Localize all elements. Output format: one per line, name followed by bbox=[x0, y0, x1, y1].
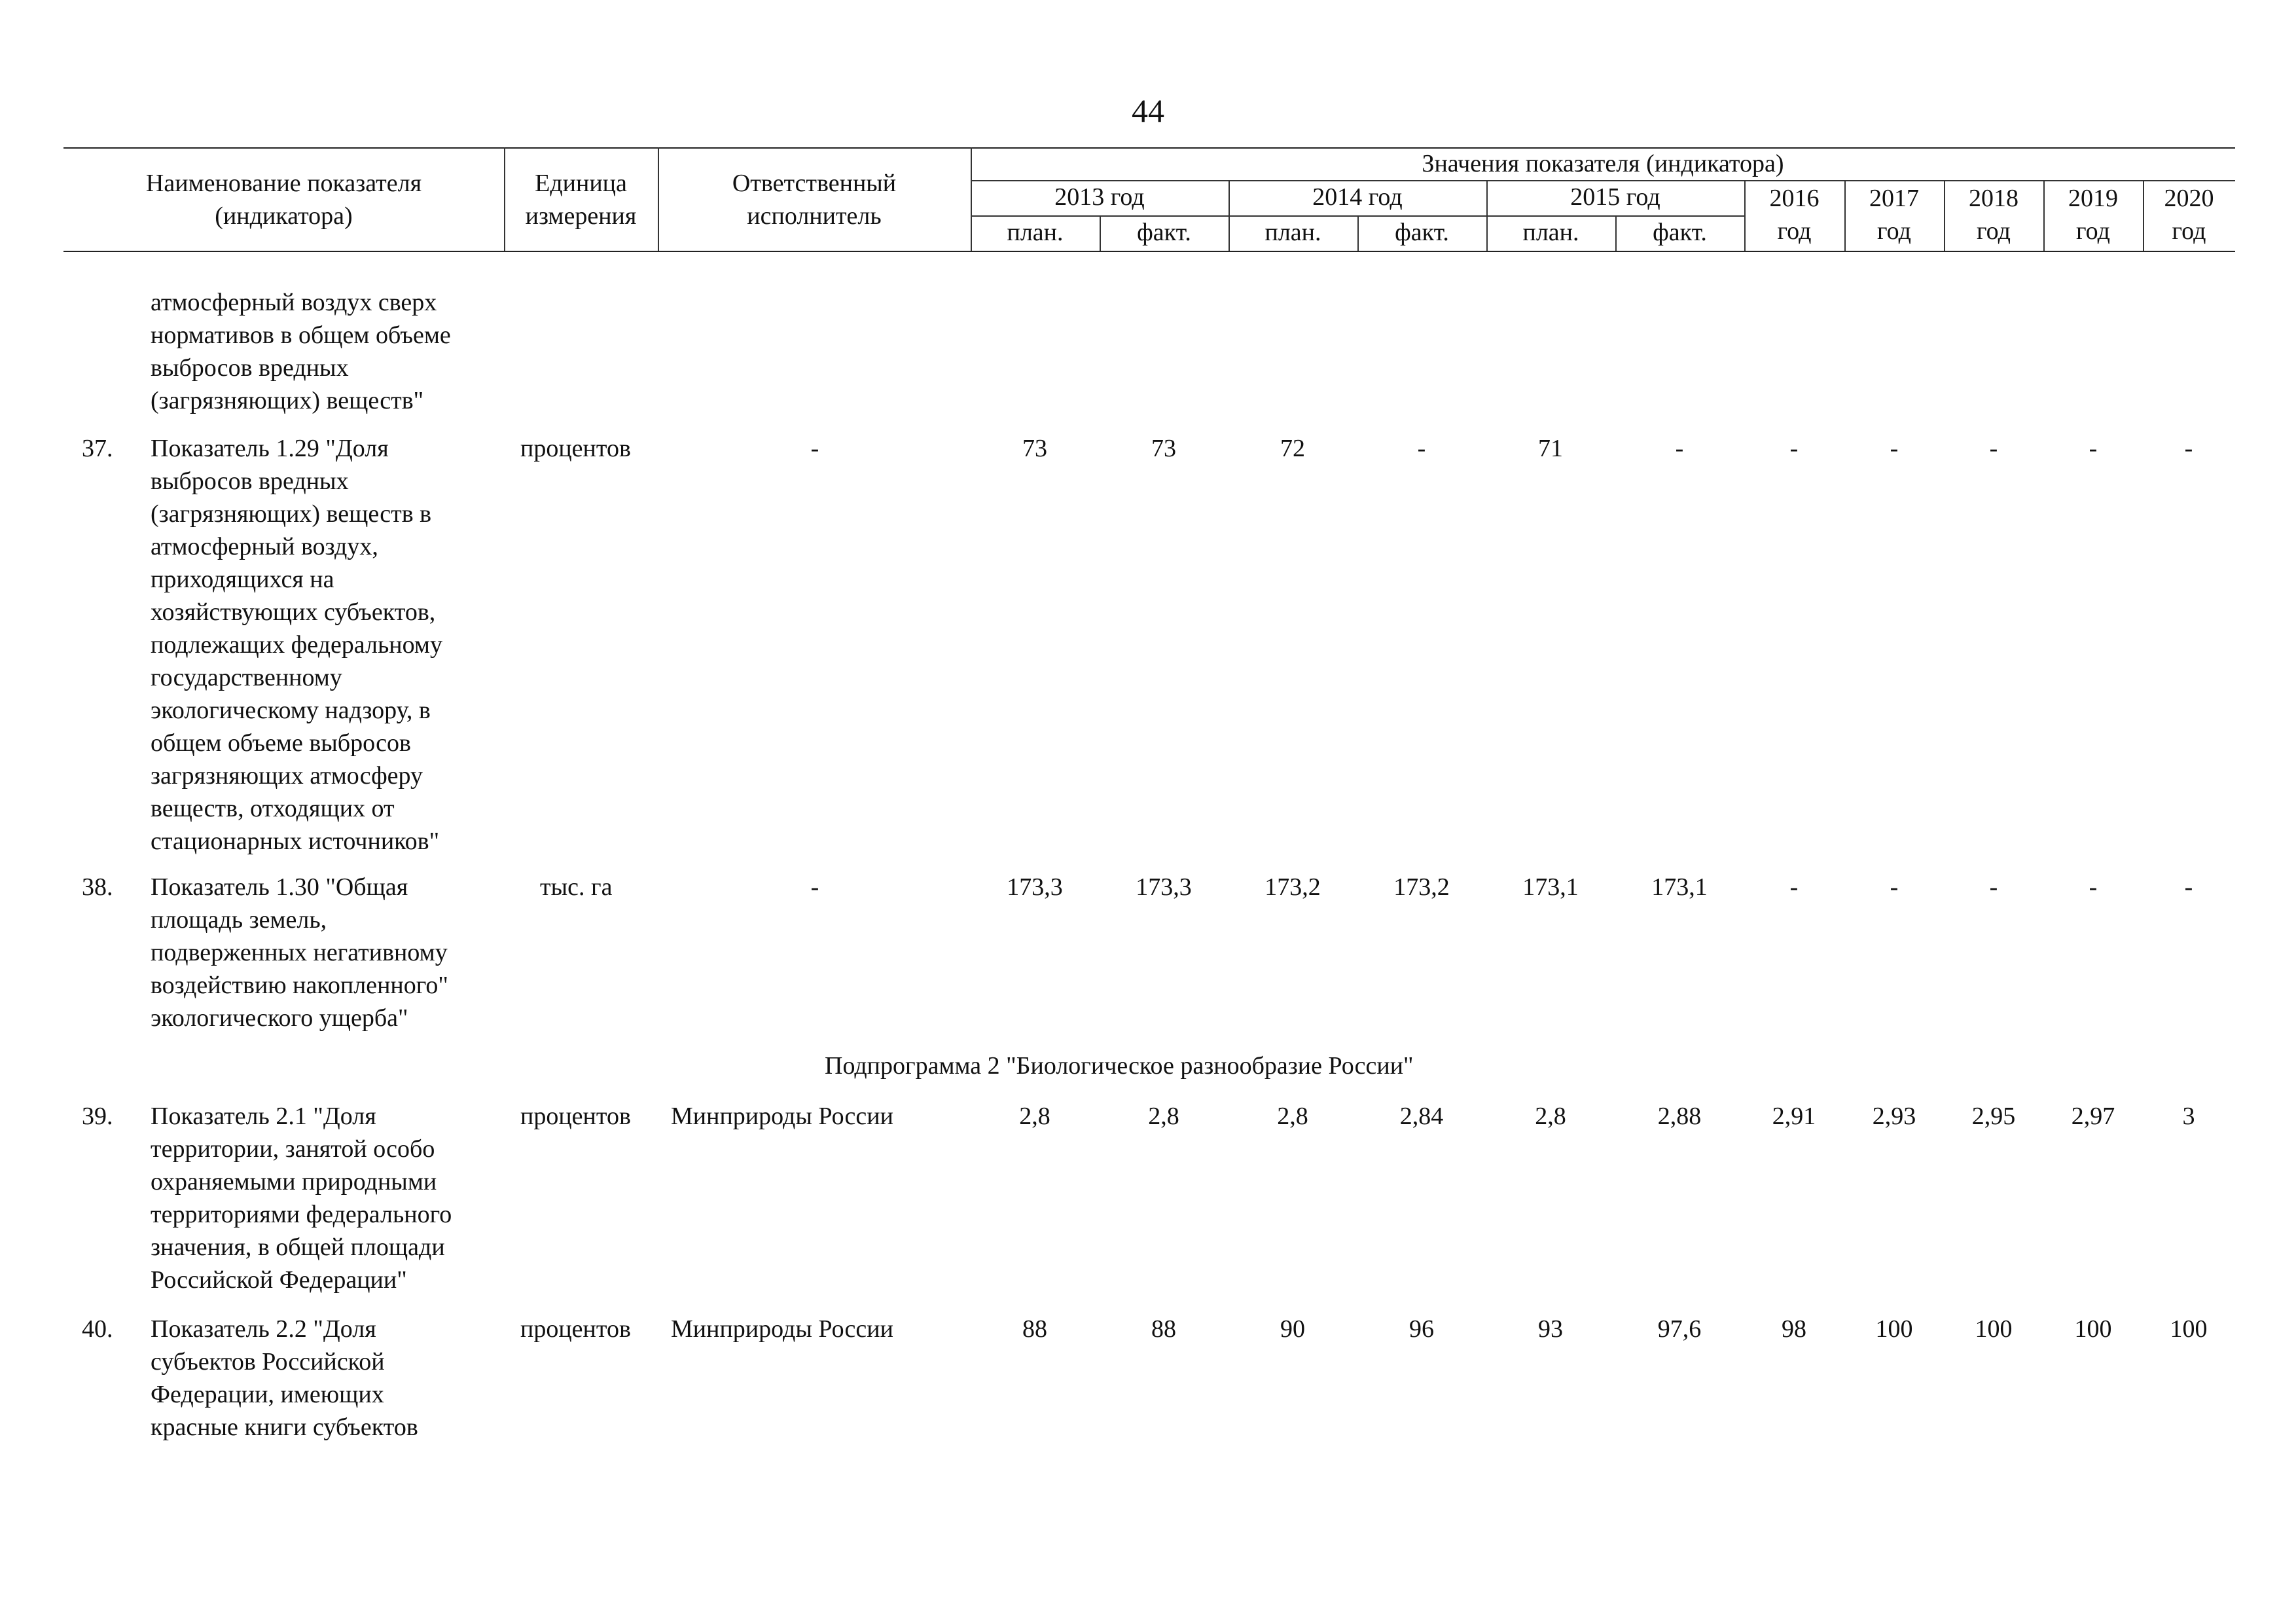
name-line: Показатель 1.29 "Доля bbox=[151, 435, 389, 462]
value-2016: - bbox=[1789, 873, 1799, 901]
name-line: площадь земель, bbox=[151, 906, 327, 934]
name-line: подверженных негативному bbox=[151, 939, 448, 966]
header-year-label: 2017 bbox=[1869, 185, 1919, 212]
value-2019: - bbox=[2089, 435, 2098, 462]
name-line: экологическому надзору, в bbox=[151, 697, 431, 724]
value-2017: - bbox=[1890, 873, 1899, 901]
name-line: атмосферный воздух, bbox=[151, 533, 378, 560]
header-god-label: год bbox=[2076, 217, 2110, 245]
header-bottom-rule bbox=[63, 251, 2235, 252]
value-2014-fact: - bbox=[1417, 435, 1426, 462]
name-line: территориями федерального bbox=[151, 1201, 452, 1228]
value-2013-fact: 88 bbox=[1151, 1315, 1176, 1343]
name-line: субъектов Российской bbox=[151, 1348, 385, 1376]
value-2019: 2,97 bbox=[2071, 1103, 2115, 1130]
value-2015-fact: 173,1 bbox=[1651, 873, 1708, 901]
header-year-2013: 2013 год bbox=[1054, 183, 1145, 211]
value-2015-fact: 97,6 bbox=[1657, 1315, 1702, 1343]
name-line: государственному bbox=[151, 664, 342, 691]
value-2015-fact: 2,88 bbox=[1657, 1103, 1702, 1130]
value-2014-fact: 96 bbox=[1409, 1315, 1434, 1343]
subprogram-heading: Подпрограмма 2 "Биологическое разнообразие России" bbox=[825, 1052, 1414, 1080]
value-2014-fact: 173,2 bbox=[1393, 873, 1450, 901]
header-year-label: 2019 bbox=[2068, 185, 2118, 212]
value-2013-fact: 2,8 bbox=[1148, 1103, 1179, 1130]
header-god-label: год bbox=[1777, 217, 1812, 245]
row-unit: тыс. га bbox=[540, 873, 613, 901]
name-line: Федерации, имеющих bbox=[151, 1381, 384, 1408]
name-line: выбросов вредных bbox=[151, 354, 349, 382]
value-2014-plan: 90 bbox=[1280, 1315, 1305, 1343]
header-god-label: год bbox=[1877, 217, 1911, 245]
value-2017: - bbox=[1890, 435, 1899, 462]
value-2013-plan: 173,3 bbox=[1007, 873, 1063, 901]
header-year-label: 2018 bbox=[1969, 185, 2018, 212]
name-line: Показатель 2.1 "Доля bbox=[151, 1103, 376, 1130]
header-resp-col bbox=[658, 167, 971, 232]
value-2015-plan: 173,1 bbox=[1522, 873, 1579, 901]
header-resp-line: исполнитель bbox=[747, 202, 882, 230]
header-year-2015: 2015 год bbox=[1570, 183, 1660, 211]
value-2016: 2,91 bbox=[1772, 1103, 1816, 1130]
name-line: подлежащих федеральному bbox=[151, 631, 442, 659]
header-plan-2013: план. bbox=[1007, 219, 1064, 246]
row-responsible: Минприроды России bbox=[671, 1103, 893, 1130]
name-line: Показатель 2.2 "Доля bbox=[151, 1315, 376, 1343]
name-line: общем объеме выбросов bbox=[151, 729, 411, 757]
header-name-line: (индикатора) bbox=[215, 202, 353, 230]
value-2013-plan: 88 bbox=[1022, 1315, 1047, 1343]
header-values-title: Значения показателя (индикатора) bbox=[1422, 150, 1784, 177]
header-year-2017 bbox=[1844, 182, 1944, 247]
value-2015-plan: 71 bbox=[1538, 435, 1563, 462]
name-line: значения, в общей площади bbox=[151, 1233, 445, 1261]
value-2020: 3 bbox=[2182, 1103, 2195, 1130]
name-line: атмосферный воздух сверх bbox=[151, 289, 437, 316]
header-unit-line: измерения bbox=[525, 202, 637, 230]
name-line: Российской Федерации" bbox=[151, 1266, 407, 1294]
header-year-2020 bbox=[2143, 182, 2235, 247]
name-line: охраняемыми природными bbox=[151, 1168, 437, 1195]
page-number: 44 bbox=[1132, 92, 1164, 129]
value-2013-plan: 2,8 bbox=[1019, 1103, 1050, 1130]
name-line: нормативов в общем объеме bbox=[151, 321, 451, 349]
name-line: Показатель 1.30 "Общая bbox=[151, 873, 408, 901]
header-name-col bbox=[63, 167, 504, 232]
value-2016: 98 bbox=[1782, 1315, 1806, 1343]
row-number: 39. bbox=[82, 1103, 113, 1130]
header-plan-2014: план. bbox=[1265, 219, 1321, 246]
row-number: 38. bbox=[82, 873, 113, 901]
header-top-rule bbox=[63, 147, 2235, 149]
header-resp-line: Ответственный bbox=[732, 170, 897, 197]
row-name bbox=[151, 871, 504, 1034]
row-unit: процентов bbox=[520, 435, 631, 462]
header-plan-2015: план. bbox=[1522, 219, 1579, 246]
row-responsible: Минприроды России bbox=[671, 1315, 893, 1343]
name-line: стационарных источников" bbox=[151, 828, 440, 855]
value-2019: - bbox=[2089, 873, 2098, 901]
row-number: 37. bbox=[82, 435, 113, 462]
row-responsible: - bbox=[810, 435, 819, 462]
value-2015-plan: 93 bbox=[1538, 1315, 1563, 1343]
name-line: красные книги субъектов bbox=[151, 1413, 418, 1441]
header-fact-2014: факт. bbox=[1395, 219, 1449, 246]
header-god-label: год bbox=[1977, 217, 2011, 245]
value-2018: 2,95 bbox=[1971, 1103, 2016, 1130]
value-2014-plan: 72 bbox=[1280, 435, 1305, 462]
header-year-2014: 2014 год bbox=[1312, 183, 1403, 211]
value-2016: - bbox=[1789, 435, 1799, 462]
name-line: территории, занятой особо bbox=[151, 1135, 435, 1163]
header-god-label: год bbox=[2172, 217, 2206, 245]
name-line: экологического ущерба" bbox=[151, 1004, 408, 1032]
value-2014-fact: 2,84 bbox=[1399, 1103, 1444, 1130]
row-responsible: - bbox=[810, 873, 819, 901]
header-fact-2015: факт. bbox=[1653, 219, 1707, 246]
row-name bbox=[151, 1100, 504, 1296]
row-unit: процентов bbox=[520, 1315, 631, 1343]
value-2014-plan: 2,8 bbox=[1277, 1103, 1308, 1130]
value-2018: - bbox=[1989, 873, 1998, 901]
value-2020: 100 bbox=[2170, 1315, 2208, 1343]
header-year-label: 2016 bbox=[1769, 185, 1820, 212]
value-2018: 100 bbox=[1975, 1315, 2013, 1343]
row-name bbox=[151, 432, 504, 858]
row-unit: процентов bbox=[520, 1103, 631, 1130]
header-unit-line: Единица bbox=[535, 170, 627, 197]
value-2013-fact: 73 bbox=[1151, 435, 1176, 462]
value-2015-fact: - bbox=[1675, 435, 1684, 462]
value-2015-plan: 2,8 bbox=[1535, 1103, 1566, 1130]
name-line: хозяйствующих субъектов, bbox=[151, 598, 436, 626]
name-line: веществ, отходящих от bbox=[151, 795, 395, 822]
name-line: приходящихся на bbox=[151, 566, 334, 593]
value-2020: - bbox=[2184, 873, 2193, 901]
header-fact-2013: факт. bbox=[1137, 219, 1191, 246]
header-name-line: Наименование показателя bbox=[145, 170, 422, 197]
value-2019: 100 bbox=[2074, 1315, 2112, 1343]
name-line: (загрязняющих) веществ" bbox=[151, 387, 424, 414]
row-number: 40. bbox=[82, 1315, 113, 1343]
header-unit-col bbox=[504, 167, 658, 232]
value-2013-fact: 173,3 bbox=[1136, 873, 1192, 901]
continued-row-name bbox=[151, 286, 504, 417]
header-year-label: 2020 bbox=[2164, 185, 2214, 212]
name-line: загрязняющих атмосферу bbox=[151, 762, 423, 790]
value-2018: - bbox=[1989, 435, 1998, 462]
name-line: (загрязняющих) веществ в bbox=[151, 500, 432, 528]
row-name bbox=[151, 1313, 504, 1444]
value-2014-plan: 173,2 bbox=[1265, 873, 1321, 901]
name-line: воздействию накопленного" bbox=[151, 972, 448, 999]
header-year-2016 bbox=[1744, 182, 1844, 247]
value-2020: - bbox=[2184, 435, 2193, 462]
value-2017: 2,93 bbox=[1872, 1103, 1916, 1130]
value-2017: 100 bbox=[1875, 1315, 1913, 1343]
name-line: выбросов вредных bbox=[151, 467, 349, 495]
header-year-2019 bbox=[2043, 182, 2143, 247]
value-2013-plan: 73 bbox=[1022, 435, 1047, 462]
header-year-2018 bbox=[1944, 182, 2043, 247]
